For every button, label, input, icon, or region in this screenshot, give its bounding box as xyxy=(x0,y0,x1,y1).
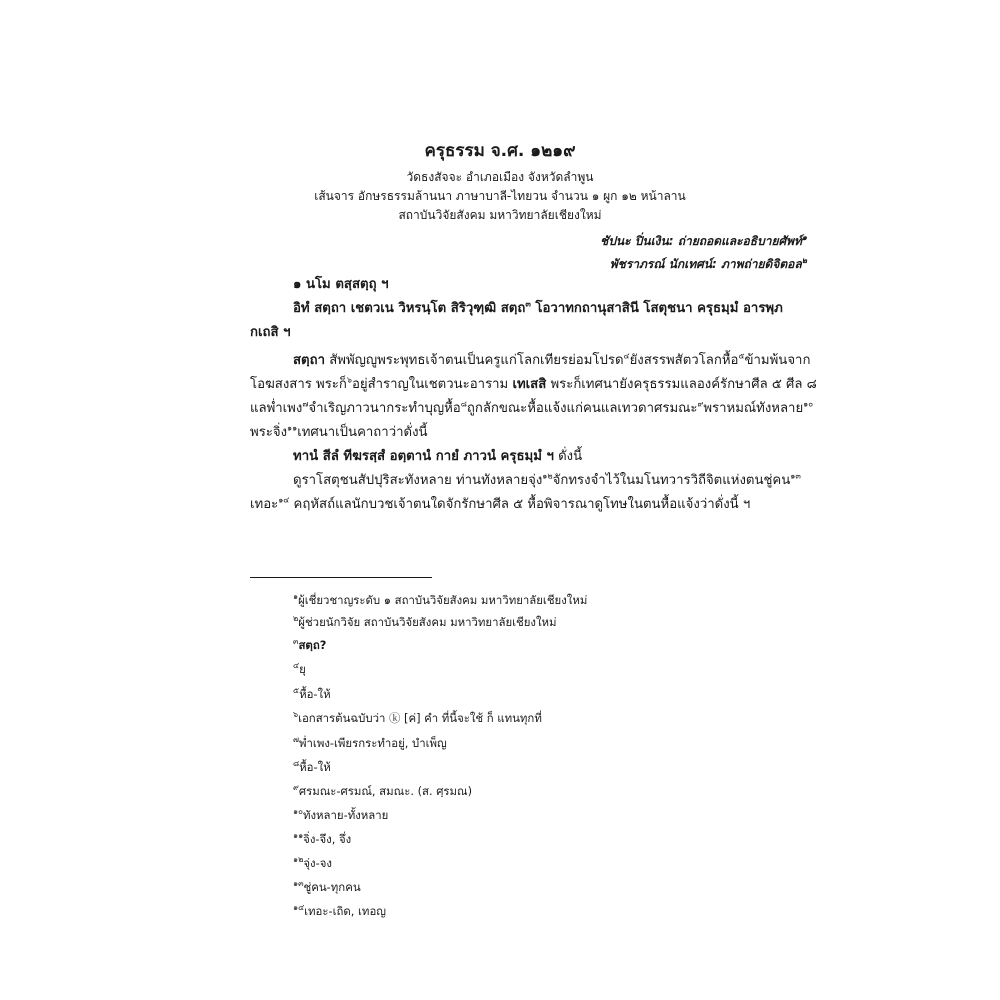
body-invocation: ๑ นโม ตสฺสตฺถุ ฯ xyxy=(293,277,389,292)
body-paragraph-line: แลพ่ำเพง$^๗$จำเริญภาวนากระทำบุญหื้อ$^๘$ถูกลักขณะหื้อแจ้งแก่คนแลเทวดาศรมณะ$^๙$พราหมณ์ทังหลาย$^{๑๐}$ xyxy=(250,399,814,416)
body-paragraph-line: สตฺถา สัพพัญญูพระพุทธเจ้าตนเป็นครูแก่โลกเทียรย่อมโปรด$^๔$ยังสรรพสัตวโลกหื้อ$^๕$ข้ามพ้นจาก xyxy=(293,351,811,368)
footnote-mark: ๑ xyxy=(801,233,807,242)
footnote-item: $^{๑๑}$จิ่ง-จึง, จึ่ง xyxy=(293,831,352,846)
footnote-item: $^{๑๓}$ชู่คน-ทุกคน xyxy=(293,879,361,894)
footnote-item: $^๒$ผู้ช่วยนักวิจัย สถาบันวิจัยสังคม มหาวิทยาลัยเชียงใหม่ xyxy=(293,614,557,629)
footnote-divider xyxy=(250,577,432,578)
credit-photographer: พัชราภรณ์ นักเทศน์: ภาพถ่ายดิจิตอล$^๒$ xyxy=(609,256,807,271)
footnote-item: $^๖$เอกสารต้นฉบับว่า ⓚ [ค่] คำ ที่นี้จะใช้ ก็ แทนทุกที่ xyxy=(293,710,542,725)
body-pali-line-1: อิทํ สตฺถา เชตวเน วิหรนฺโต สิริวุฑฺฒิ สตฺถ$^๓$ โอวาทกถานุสาสินี โสตุชนา ครุธมฺมํ อารพฺภ xyxy=(293,299,783,316)
footnote-item: $^{๑๐}$ทังหลาย-ทั้งหลาย xyxy=(293,807,389,822)
footnote-item: $^๙$ศรมณะ-ศรมณ์, สมณะ. (ส. ศฺรมณ) xyxy=(293,783,473,798)
footnote-item: $^๕$หื้อ-ให้ xyxy=(293,686,331,701)
body-verse-line: ทานํ สีลํ ทีฆรสฺสํ อตฺตานํ กายํ ภาวนํ ครุธมฺมํ ฯ ดั่งนี้ xyxy=(293,449,583,464)
footnote-item: $^{๑๔}$เทอะ-เถิด, เทอญ xyxy=(293,903,386,918)
footnote-item: $^๑$ผู้เชี่ยวชาญระดับ ๑ สถาบันวิจัยสังคม มหาวิทยาลัยเชียงใหม่ xyxy=(293,592,588,607)
body-pali-line-2: กเถสิ ฯ xyxy=(250,325,291,340)
document-title: ครุธรรม จ.ศ. ๑๒๑๙ xyxy=(424,141,576,161)
body-paragraph-line: พระจิ่ง$^{๑๑}$เทศนาเป็นคาถาว่าดั่งนี้ xyxy=(250,423,428,440)
subtitle-manuscript-info: เส้นจาร อักษรธรรมล้านนา ภาษาบาลี-ไทยวน จำนวน ๑ ผูก ๑๒ หน้าลาน xyxy=(314,189,686,203)
footnote-item: $^๗$พ่ำเพง-เพียรกระทำอยู่, บำเพ็ญ xyxy=(293,735,447,750)
footnote-item: $^๓$สตฺถ? xyxy=(293,637,327,652)
body-paragraph-line: โอฆสงสาร พระก็$^๖$อยู่สำราญในเชตวนะอาราม เทเสสิ พระก็เทศนายังครุธรรมแลองค์รักษาศีล ๕ ศีล ๘ xyxy=(250,375,817,392)
subtitle-temple: วัดธงสัจจะ อำเภอเมือง จังหวัดลำพูน xyxy=(406,170,594,184)
footnote-item: $^๘$หื้อ-ให้ xyxy=(293,759,331,774)
footnote-item: $^{๑๒}$จุ่ง-จง xyxy=(293,855,332,870)
credit-transcriber: ชัปนะ ปิ่นเงิน: ถ่ายถอดและอธิบายศัพท์$^๑$ xyxy=(600,233,807,248)
body-paragraph-line: ดูราโสตุชนสัปปุริสะทังหลาย ท่านทังหลายจุ่ง$^{๑๒}$จักทรงจำไว้ในมโนทวารวิถีจิตแห่งตนชู่คน$^{๑๓}$ xyxy=(293,471,801,488)
body-paragraph-line: เทอะ$^{๑๔}$ คฤหัสถ์แลนักบวชเจ้าตนใดจักรักษาศีล ๕ หื้อพิจารณาดูโทษในตนหื้อแจ้งว่าดั่งนี้ ฯ xyxy=(250,495,751,512)
footnote-item: $^๔$ยุ xyxy=(293,661,306,676)
footnote-mark: ๒ xyxy=(801,256,807,265)
subtitle-institute: สถาบันวิจัยสังคม มหาวิทยาลัยเชียงใหม่ xyxy=(398,208,602,222)
